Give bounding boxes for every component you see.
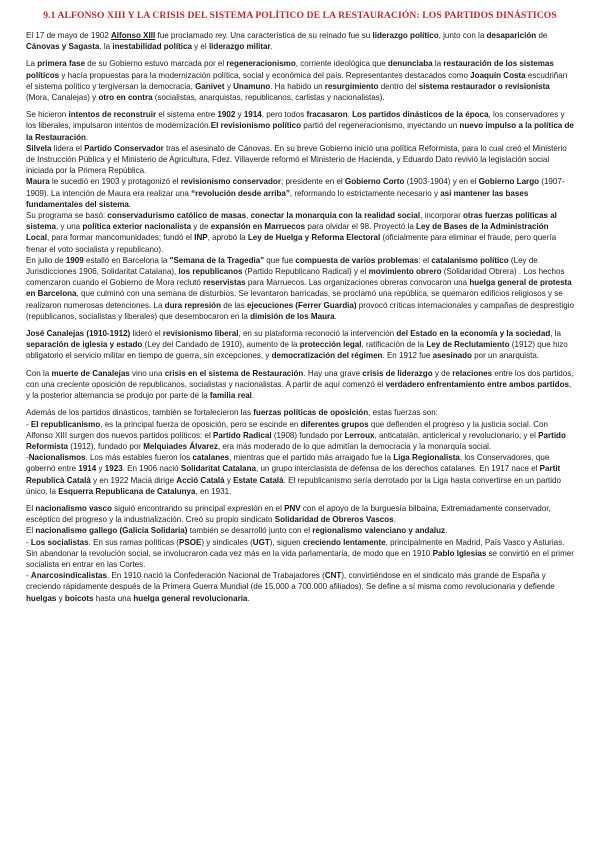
text-run: Se hicieron [26,110,69,120]
paragraph [26,503,574,604]
bold-text-run: democratización del régimen [271,351,383,361]
bold-text-run: los republicanos [178,267,243,277]
bold-text-run: PNV [284,503,301,513]
text-run: - [26,453,29,463]
text-run: , en su plataforma reconoció la intervención [238,329,397,339]
paragraph [26,368,574,402]
text-run: se convirtió en el primer socialista en entrar en las Cortes. [26,548,574,569]
bold-text-run: José Canalejas (1910-1912) [26,329,131,339]
bold-text-run: 1914 [243,110,262,120]
text-run: , que culminó con una semana de disturbios. Se levantaron barricadas, se proclamó una república, se quemaron edificios religiosos y se realizaron numerosas detenciones. La [26,289,563,310]
text-run: por un anarquista. [471,351,540,361]
bold-text-run: revisionismo liberal [162,329,239,339]
text-run: y [235,110,244,120]
text-run: , es la principal fuerza de oposición, pero se escinde en [100,419,301,429]
text-run: En julio de [26,255,66,265]
text-run: , para formar mancomunidades; fundó el [47,233,195,243]
bold-text-run: Partit Republicà Català [26,464,561,485]
bold-text-run: restauración de los sistemas políticos [26,59,554,80]
text-run: , [246,211,251,221]
text-run: que defienden el progreso y la justicia social. Con Alfonso XIII surgen dos nuevos partidos políticos: el [26,419,548,440]
bold-text-run: compuesta de varios problemas [295,255,419,265]
bold-text-run: “revolución desde arriba” [191,188,290,198]
text-run: vino una [129,368,165,378]
text-run: estalló en Barcelona la [83,255,170,265]
text-run: , ratificación de la [361,340,427,350]
text-run: (Ley de Jurisdicciones 1906, Solidaritat Catalana), [26,255,538,277]
text-run: para olvidar el 98. Proyectó la [305,222,417,232]
bold-text-run: Gobierno Largo [478,177,540,187]
bold-text-run: Partido Reformista [26,430,566,451]
text-run: (1912), fundado por [68,441,144,451]
text-run: . [393,515,396,525]
bold-text-run: huelgas [26,593,57,603]
bold-text-run: otro en contra [98,93,153,103]
bold-text-run: catalanismo político [431,255,509,265]
text-run: ) y sindicales ( [201,537,253,547]
bold-text-run: Gobierno Corto [344,177,405,187]
bold-text-run: desaparición [486,31,537,40]
text-run: - [26,537,31,547]
text-run: lideró el [130,329,163,339]
text-run: también se desarrolló junto con el [187,526,313,536]
text-run: (1907-1909). La intención de Maura era realizar una [26,177,565,198]
text-run: , la [99,42,113,52]
bold-text-run: sistema restaurador o revisionista [418,81,550,91]
text-run: El [26,526,36,536]
bold-text-run: Los socialistas [30,537,89,547]
text-run: ), siguen [269,537,303,547]
text-run: . Hay una grave [303,368,363,378]
bold-text-run: Lerroux [344,430,375,440]
text-run: (Ley del Candado de 1910), aumento de la [142,340,300,350]
bold-text-run: Anarcosindicalistas [30,571,107,581]
bold-text-run: Joaquín Costa [470,70,526,80]
text-run: y [96,464,105,474]
bold-text-run: Estate Català [233,475,284,485]
bold-text-run: reservistas [203,278,246,288]
text-run: escudriñan el sistema político y tergiversan la democracia, [26,70,568,91]
text-run: , los conservadores y los liberales, impulsaron intentos de modernización. [26,110,565,131]
bold-text-run: Alfonso XIII [111,31,156,40]
paragraph [26,58,574,103]
bold-text-run: Unamuno [233,81,271,91]
text-run: . [251,391,255,401]
text-run: . [347,110,353,120]
text-run: , y una [55,222,83,232]
text-run: lidera el [51,143,85,153]
text-run: . [445,526,448,536]
bold-text-run: huelga general de protesta en Barcelona [26,278,572,299]
text-run: ), convirtiéndose en el sindicato más grande de España y creciendo rápidamente después de la Primera Guerra Mundial (de 15.000 a 700.000 afiliados). Se define a sí misma como revolucionaria y defiende [26,571,555,592]
bold-text-run: relaciones [452,368,493,378]
bold-text-run: Solidaridad de Obreros Vascos [274,515,394,525]
text-run: y en 1922 Maciá dirige [90,475,177,485]
text-run: , anticatalán, anticlerical y revolucionario; y el [374,430,539,440]
text-run: provocó críticas internacionales y campañas de desprestigio (republicanos, socialistas y liberales) que desembocaron en la [26,300,574,321]
bold-text-run: Ganivet [195,81,225,91]
bold-text-run: resurgimiento [324,81,379,91]
bold-text-run: catalanes [192,453,230,463]
text-run: entre los dos partidos, con una creciente oposición de republicanos, socialistas y nacionalistas. A partir de aquí comenzó el [26,368,574,389]
text-run: , estas fuerzas son: [368,408,438,418]
bold-text-run: expansión en Marruecos [210,222,306,232]
bold-text-run: movimiento obrero [368,267,442,277]
text-run: - [26,571,31,581]
text-run: y el [191,42,209,52]
text-run: (socialistas, anarquistas, republicanos, carlistas y nacionalistas). [152,93,385,103]
bold-text-run: política exterior nacionalista [82,222,192,232]
text-run: partió del regeneracionismo, inyectando un [301,121,460,131]
text-run: el sistema entre [156,110,218,120]
text-run: El [26,503,36,513]
bold-text-run: conservadurismo católico de masas [107,211,247,221]
text-run: , un grupo interclasista de defensa de los derechos catalanes. En 1917 nace el [255,464,540,474]
text-run: hasta una [93,593,134,603]
bold-text-run: fracasaron [306,110,348,120]
text-run: de su Gobierno estuvo marcada por el [85,59,227,69]
bold-text-run: creciendo lentamente [302,537,386,547]
bold-text-run: nacionalismo gallego (Galicia Solidaria) [35,526,188,536]
text-run: , aprobó la [207,233,248,243]
text-run: Su programa se basó: [26,211,108,221]
text-run: tras el asesinato de Cánovas. En su breve Gobierno inició una política Reformista, para lo cual creó el Ministerio de Instrucción Pública y el Ministerio de Agricultura, Fdez. Villaverde reformó el Ministerio de Hacienda, y Eduardo Dato revivió la legislación social iniciada por la Primera República. [26,143,567,176]
bold-text-run: El republicanismo [30,419,101,429]
bold-text-run: Ley de Huelga y Reforma Electoral [247,233,381,243]
bold-text-run: conectar la monarquía con la realidad social [250,211,421,221]
text-run: . Los más estables fueron los [85,453,193,463]
bold-text-run: asesinado [432,351,472,361]
bold-text-run: regionalismo valenciano y andaluz [312,526,446,536]
text-run: , la [550,329,561,339]
bold-text-run: dimisión de los Maura [250,311,335,321]
text-run: Con la [26,368,52,378]
text-run: , junto con la [438,31,487,40]
paragraph [26,109,574,322]
paragraph [26,407,574,497]
text-run: (oficialmente para eliminar el fraude, pero quería frenar el voto socialista y republicano). [26,233,557,254]
bold-text-run: Nacionalismos [28,453,86,463]
text-run: , corriente ideológica que [295,59,388,69]
text-run: . [128,199,132,209]
text-run: . En sus ramas políticas ( [88,537,179,547]
text-run: la [432,59,444,69]
bold-text-run: Pablo Iglesias [432,548,487,558]
bold-text-run: regeneracionismo [226,59,296,69]
text-run: y de [191,222,211,232]
text-run: y [224,475,234,485]
bold-text-run: Partido Radical [212,430,272,440]
bold-text-run: ejecuciones (Ferrer Guardia) [246,300,357,310]
bold-text-run: 1923 [104,464,123,474]
bold-text-run: Silvela [26,143,52,153]
text-run: . En 1906 nació [122,464,181,474]
bold-text-run: INP [194,233,208,243]
text-run: Además de los partidos dinásticos, también se fortalecieron las [26,408,254,418]
text-run: ; presidente en el [280,177,345,187]
text-run: . [334,311,337,321]
bold-text-run: Liga Regionalista [393,453,460,463]
bold-text-run: del Estado en la economía y la sociedad [396,329,551,339]
text-run: . Ha habido un [270,81,325,91]
text-run: fue proclamado rey. Una característica de su reinado fue su [155,31,373,40]
bold-text-run: Acció Català [176,475,225,485]
bold-text-run: Ley de Reclutamiento [426,340,510,350]
bold-text-run: Maura [26,177,50,187]
bold-text-run: El revisionismo político [210,121,302,131]
text-run: y de [432,368,453,378]
text-run: , principalmente en Madrid, País Vasco y Asturias. Sin abandonar la revolución social, se involucraron cada vez más en la vida parlamentaria, de modo que en 1910 [26,537,565,558]
bold-text-run: 1914 [78,464,97,474]
bold-text-run: Cánovas y Sagasta [26,42,100,52]
bold-text-run: boicots [64,593,94,603]
bold-text-run: protección legal [299,340,362,350]
text-run: (1912) que hizo obligatorio el servicio militar en tiempo de guerra, sin excepciones, y [26,340,568,361]
text-run: La [26,59,38,69]
text-run: y hacía propuestas para la modernización política, social y económica del país. Representantes destacados como [59,70,471,80]
text-run: El 17 de mayo de 1902 [26,31,111,40]
bold-text-run: Partido Conservador [84,143,164,153]
text-run: (Partido Republicano Radical) y el [242,267,369,277]
text-run: . El republicanismo sería derrotado por la Liga hasta convertirse en un partido único, la [26,475,561,496]
bold-text-run: Los partidos dinásticos de la época [352,110,489,120]
bold-text-run: nacionalismo vasco [35,503,112,513]
text-run: de [536,31,548,40]
bold-text-run: liderazgo militar [208,42,271,52]
bold-text-run: intentos de reconstruir [68,110,157,120]
bold-text-run: 1909 [65,255,84,265]
bold-text-run: Esquerra Republicana de Catalunya [58,486,196,496]
bold-text-run: muerte de Canalejas [51,368,130,378]
text-run: siguió encontrando su principal expresión en el [111,503,285,513]
bold-text-run: crisis en el sistema de Restauración [164,368,304,378]
text-run: le sucedió en 1903 y protagonizó el [49,177,181,187]
paragraph [26,328,574,362]
bold-text-run: Solidaritat Catalana [180,464,256,474]
text-run: : el [418,255,432,265]
text-run: . [247,593,250,603]
bold-text-run: PSOE [178,537,202,547]
bold-text-run: otras fuerzas políticas al sistema [26,211,557,232]
bold-text-run: verdadero enfrentamiento entre ambos partidos [385,379,569,389]
bold-text-run: "Semana de la Tragedia" [169,255,265,265]
text-run: . En 1910 nació la Confederación Nacional de Trabajadores ( [106,571,325,581]
document-body [26,30,574,604]
text-run: dentro del [378,81,419,91]
text-run: , era más moderado de lo que admitían la democracia y la monarquía social. [217,441,492,451]
bold-text-run: primera fase [37,59,86,69]
bold-text-run: inestabilidad política [112,42,192,52]
text-run: (1903-1904) y en el [404,177,479,187]
text-run: que fue [264,255,296,265]
text-run: . [85,132,89,142]
text-run: , reformando lo estrictamente necesario y [289,188,441,198]
bold-text-run: Melquiades Álvarez [143,441,218,451]
text-run: y [224,81,234,91]
bold-text-run: dura represión [164,300,222,310]
text-run: y [56,593,65,603]
text-run: - [26,419,31,429]
text-run: de las [221,300,247,310]
text-run: , en 1931. [195,486,232,496]
bold-text-run: revisionismo conservador [180,177,281,187]
bold-text-run: denunciaba [387,59,433,69]
bold-text-run: separación de iglesia y estado [26,340,143,350]
text-run: , mientras que el partido más arraigado fue la [229,453,394,463]
text-run: para Marruecos. Las organizaciones obreras convocaron una [245,278,470,288]
text-run: , pero todos [261,110,307,120]
bold-text-run: así mantener las bases fundamentales del sistema [26,188,529,209]
bold-text-run: nuevo impulso a la política de la Restauración [26,121,574,142]
text-run: (1908) fundado por [271,430,345,440]
bold-text-run: diferentes grupos [300,419,369,429]
text-run: (Solidaridad Obrera) . Los hechos comenzaron cuando el Gobierno de Mora reclutó [26,267,565,288]
text-run: . En 1912 fue [382,351,433,361]
bold-text-run: liderazgo político [372,31,439,40]
text-run: . [270,42,273,52]
paragraph [26,30,574,52]
bold-text-run: CNT [324,571,342,581]
bold-text-run: 1902 [217,110,236,120]
bold-text-run: familia real [209,391,252,401]
bold-text-run: crisis de liderazgo [362,368,433,378]
text-run: (Mora, Canalejas) y [26,93,99,103]
bold-text-run: Ley de Bases de la Administración Local [26,222,549,243]
bold-text-run: huelga general revolucionaria [133,593,248,603]
text-run: con el apoyo de la burguesía bilbaína, Extremadamente conservador, escéptico del progreso y la industrialización. Creó su propio sindicato [26,503,551,525]
text-run: , incorporar [420,211,463,221]
text-run: , y la posterior alternancia se produjo por parte de la [26,379,572,401]
text-run: , los Conservadores, que gobernó entre [26,453,550,474]
bold-text-run: fuerzas políticas de oposición [253,408,369,418]
bold-text-run: UGT [252,537,270,547]
document-title: 9.1 ALFONSO XIII Y LA CRISIS DEL SISTEMA POLÍTICO DE LA RESTAURACIÓN: LOS PARTIDOS DINÁSTICOS [43,10,557,21]
